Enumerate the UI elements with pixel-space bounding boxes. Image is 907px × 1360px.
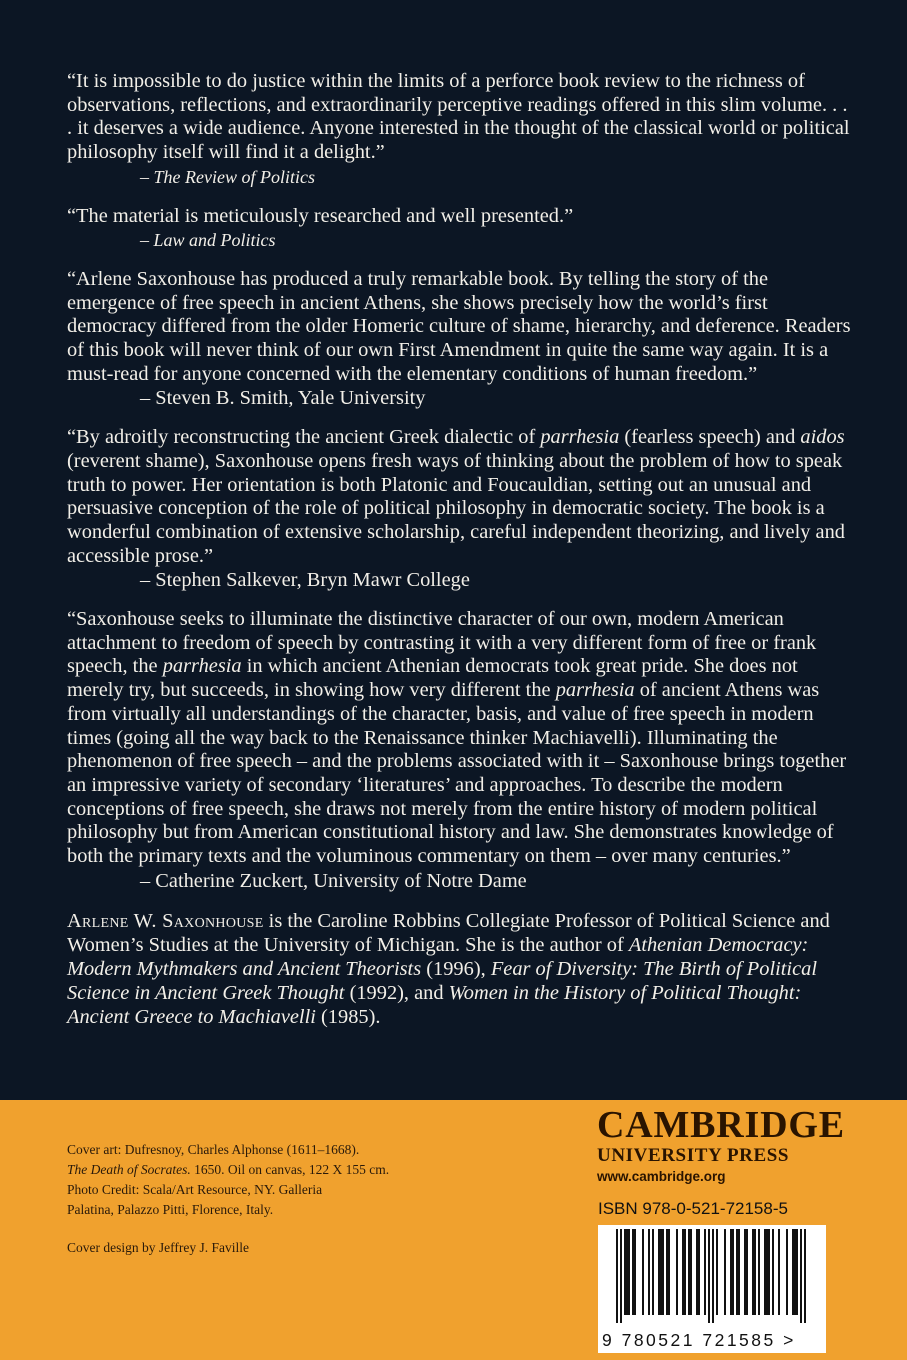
publisher-url: www.cambridge.org (597, 1169, 726, 1184)
cover-design-credit: Cover design by Jeffrey J. Faville (67, 1240, 249, 1255)
barcode-bar (624, 1229, 626, 1315)
quote-text-part: (fearless speech) and (619, 426, 801, 449)
quote-text-part: “Saxonhouse seeks to illuminate the distinctive character of our own, modern American attachment to freedom of speech by contrasting it with a very different form of free or frank speech, the (67, 608, 817, 678)
barcode-bar (660, 1229, 662, 1315)
barcode-bar (626, 1229, 628, 1315)
barcode-bar (768, 1229, 770, 1315)
quote-attribution: – Stephen Salkever, Bryn Mawr College (140, 569, 470, 592)
greek-term: aidos (800, 426, 845, 449)
quote-attribution: – Steven B. Smith, Yale University (140, 387, 426, 410)
barcode-bar (684, 1229, 686, 1315)
greek-term: parrhesia (162, 655, 242, 678)
quote-text-part: in which ancient Athenian democrats took great pride. She does not merely try, but succeeds, in showing how very different the (67, 655, 798, 702)
barcode-bar (800, 1229, 802, 1323)
barcode-bar (648, 1229, 650, 1315)
barcode-bar (716, 1229, 718, 1315)
barcode-digits: 9 780521 721585 > (602, 1330, 796, 1350)
barcode-bar (804, 1229, 806, 1323)
barcode-bar (704, 1229, 706, 1315)
barcode-bar (712, 1229, 714, 1323)
barcode-bar (754, 1229, 756, 1315)
barcode-bar (652, 1229, 654, 1315)
barcode-bar (772, 1229, 774, 1315)
photo-credit: Palatina, Palazzo Pitti, Florence, Italy. (67, 1202, 274, 1217)
barcode-bar (620, 1229, 622, 1323)
book-title: Athenian Democracy: Modern Mythmakers and Ancient Theorists (67, 933, 809, 980)
isbn-block (598, 1197, 838, 1353)
barcode-bar (666, 1229, 668, 1315)
barcode-bar (724, 1229, 726, 1315)
author-bio (67, 909, 857, 1029)
greek-term: parrhesia (540, 426, 620, 449)
barcode-bar (634, 1229, 636, 1315)
bio-text: (1985). (315, 1005, 381, 1028)
publisher-band (0, 1100, 907, 1360)
barcode-bar (662, 1229, 664, 1315)
publisher-subtitle: UNIVERSITY PRESS (597, 1145, 790, 1166)
review-quote (67, 426, 857, 593)
barcode-bar (682, 1229, 684, 1315)
bio-text: is the Caroline Robbins Collegiate Professor of Political Science and Women’s Studies at the University of Michigan. She is the author of (67, 909, 830, 956)
painting-details: 1650. Oil on canvas, 122 X 155 cm. (190, 1162, 390, 1177)
quote-attribution: – Law and Politics (140, 230, 276, 251)
review-quote (67, 205, 857, 253)
painting-title: The Death of Socrates. (67, 1162, 191, 1177)
barcode-bar (778, 1229, 780, 1315)
quote-text-part: (reverent shame), Saxonhouse opens fresh ways of thinking about the problem of how to speak truth to power. Her orientation is both Platonic and Foucauldian, setting out an unusual and persuasive conception of the role of political philosophy in democratic society. The book is a wonderful combination of extensive scholarship, careful independent theorizing, and lively and accessible prose.” (67, 449, 846, 567)
barcode-bar (766, 1229, 768, 1315)
barcode-bar (786, 1229, 788, 1315)
book-title: Fear of Diversity: The Birth of Political Science in Ancient Greek Thought (67, 957, 818, 1004)
quote-text: “Arlene Saxonhouse has produced a truly remarkable book. By telling the story of the emergence of free speech in ancient Athens, she shows precisely how the world’s first democracy differed from the older Homeric culture of shame, hierarchy, and deference. Readers of this book will never think of our own First Amendment in quite the same way again. It is a must-read for anyone concerned with the elementary conditions of human freedom.” (67, 267, 851, 385)
barcode-bar (688, 1229, 690, 1315)
quote-text (67, 608, 857, 869)
barcode-bar (736, 1229, 738, 1315)
review-quote (67, 70, 857, 190)
isbn-label: ISBN 978-0-521-72158-5 (598, 1199, 788, 1218)
barcode-bar (698, 1229, 700, 1315)
quote-attribution: – Catherine Zuckert, University of Notre Dame (140, 869, 527, 892)
barcode-bar (764, 1229, 766, 1315)
bio-text: (1996), (421, 957, 491, 980)
barcode-bar (732, 1229, 734, 1315)
barcode (598, 1225, 826, 1353)
photo-credit: Photo Credit: Scala/Art Resource, NY. Galleria (67, 1182, 323, 1197)
barcode-bar (658, 1229, 660, 1315)
barcode-bar (642, 1229, 644, 1315)
barcode-bar (708, 1229, 710, 1323)
barcode-bar (758, 1229, 760, 1315)
barcode-bar (730, 1229, 732, 1315)
barcode-bar (746, 1229, 748, 1315)
cover-art-credit: Cover art: Dufresnoy, Charles Alphonse (1611–1668). (67, 1142, 360, 1157)
painting-credit (67, 1160, 447, 1180)
cover-credits (67, 1140, 447, 1258)
review-quote (67, 608, 857, 893)
barcode-bar (738, 1229, 740, 1315)
quote-attribution: – The Review of Politics (140, 166, 315, 187)
barcode-bar (796, 1229, 798, 1315)
bio-text: (1992), and (344, 981, 449, 1004)
barcode-bar (792, 1229, 794, 1315)
quote-text (67, 426, 857, 568)
barcode-bars (606, 1229, 818, 1327)
barcode-bar (632, 1229, 634, 1315)
quote-text-part: “By adroitly reconstructing the ancient Greek dialectic of (67, 426, 541, 449)
barcode-bar (794, 1229, 796, 1315)
barcode-bar (616, 1229, 618, 1323)
publisher-logo (597, 1104, 845, 1187)
publisher-name: CAMBRIDGE (597, 1104, 845, 1146)
barcode-bar (690, 1229, 692, 1315)
quote-text: “It is impossible to do justice within the limits of a perforce book review to the richness of observations, reflections, and extraordinarily perceptive readings offered in this slim volume. . . . it deserves a wide audience. Anyone interested in the thought of the classical world or political philosophy itself will find it a delight.” (67, 70, 850, 164)
barcode-bar (628, 1229, 630, 1315)
review-quotes (67, 70, 857, 1029)
quote-text-part: of ancient Athens was from virtually all understandings of the character, basis, and value of free speech in modern times (going all the way back to the Renaissance thinker Machiavelli). Illuminating the phenomenon of free speech – and the problems associated with it – Saxonhouse brings together an impressive variety of secondary ‘literatures’ and approaches. To describe the modern conceptions of free speech, she draws not merely from the entire history of modern political philosophy but from American constitutional history and law. She demonstrates knowledge of both the primary texts and the voluminous commentary on them – over many centuries.” (67, 679, 847, 868)
barcode-bar (744, 1229, 746, 1315)
barcode-bar (752, 1229, 754, 1315)
author-name: Arlene W. Saxonhouse (67, 909, 264, 932)
book-title: Women in the History of Political Thought: Ancient Greece to Machiavelli (67, 981, 802, 1028)
barcode-bar (668, 1229, 670, 1315)
greek-term: parrhesia (555, 679, 635, 702)
barcode-bar (676, 1229, 678, 1315)
barcode-bar (696, 1229, 698, 1315)
review-quote (67, 268, 857, 411)
quote-text: “The material is meticulously researched and well presented.” (67, 204, 574, 227)
